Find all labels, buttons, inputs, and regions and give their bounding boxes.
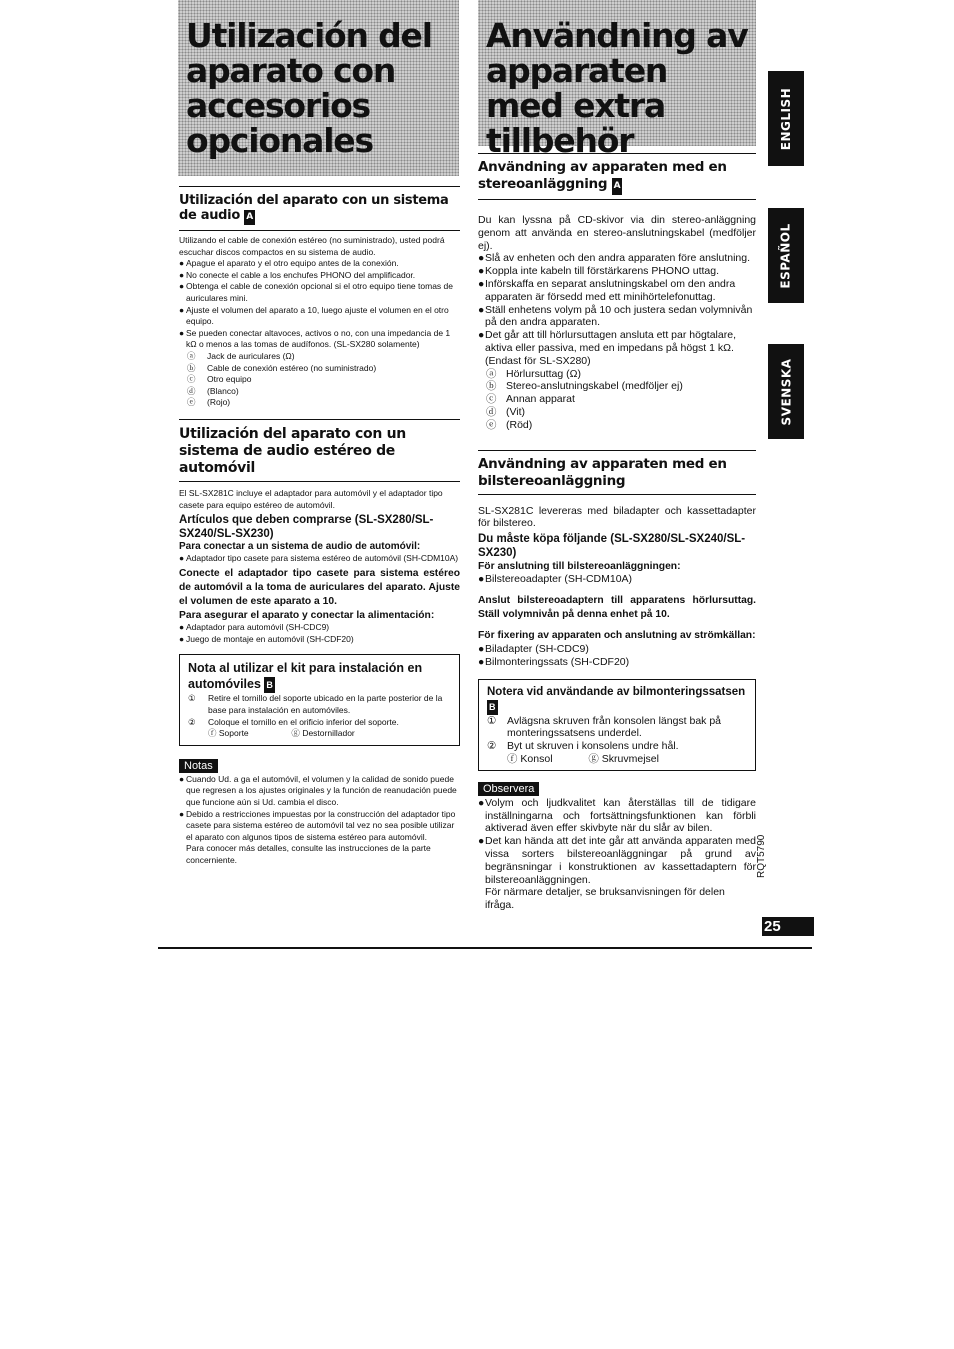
legend-row: ⓕ Soporte ⓖ Destornillador (208, 728, 355, 739)
page-title-left: Utilización del aparato con accesorios opcionales (186, 16, 432, 160)
marker-b: B (264, 677, 275, 693)
list-item: ● Obtenga el cable de conexión opcional si el otro equipo tiene tomas de auriculares mini. (179, 281, 453, 303)
legend-item: ⓓ (Vit) (486, 405, 526, 418)
step-item: ① Retire el tornillo del soporte ubicado en la parte posterior de la base para instalación en automóviles. (188, 693, 443, 716)
tab-svenska-label: SVENSKA (779, 358, 793, 425)
tab-english-label: ENGLISH (779, 87, 794, 150)
secure-heading: För fixering av apparaten och anslutning av strömkällan: (478, 629, 756, 641)
section-heading-car-audio: Utilización del aparato con un sistema de audio estéreo de automóvil (179, 419, 460, 482)
legend-item: ⓒ Otro equipo (187, 374, 252, 385)
page-title-right: Användning av apparaten med extra tillbehör (486, 16, 748, 160)
list-item: ● Biladapter (SH-CDC9) (478, 642, 589, 655)
marker-a: A (244, 210, 255, 225)
right-column (478, 153, 756, 912)
legend-item: ⓒ Annan apparat (486, 393, 575, 406)
legend-item: ⓐ Jack de auriculares (Ω) (187, 350, 295, 361)
list-item: ● Apague el aparato y el otro equipo antes de la conexión. (179, 258, 399, 269)
subheading: Artículos que deben comprarse (SL-SX280/SL-SX240/SL-SX230) (179, 514, 434, 541)
list-item: ● Det kan hända att det inte går att använda apparaten med vissa sorters bilstereoanläggningar på grund av begränsningar i konstruktionen av kassettadaptern för bilstereoanläggningen. (478, 835, 756, 886)
subheading: Du måste köpa följande (SL-SX280/SL-SX240/SL-SX230) (478, 533, 746, 560)
document-code: RQT5790 (756, 834, 767, 878)
list-item: ● Adaptador para automóvil (SH-CDC9) (179, 622, 330, 633)
legend-item: ⓓ (Blanco) (187, 385, 239, 396)
page-number: 25 (762, 917, 814, 936)
marker-a: A (612, 178, 623, 195)
list-item: ● Volym och ljudkvalitet kan återställas till de tidigare inställningarna och fortsättningsfunktionen kan förbli aktiverad även effer skivbyte när du slår av bilen. (478, 796, 756, 835)
marker-b: B (487, 700, 498, 715)
list-item: ● Se pueden conectar altavoces, activos o no, con una impedancia de 1 kΩ o menos a las tomas de audífonos. (SL-SX280 solamente) (179, 327, 451, 350)
list-item: ● Koppla inte kabeln till förstärkarens PHONO uttag. (478, 265, 720, 278)
tab-espanol[interactable] (768, 208, 804, 303)
legend-item: ⓑ Cable de conexión estéreo (no suministrado) (187, 362, 377, 373)
list-item: ● Cuando Ud. a ga el automóvil, el volumen y la calidad de sonido puede que regresen a los ajustes originales y la función de reanudación puede que funcione aún si Ud. cambia el disco. (179, 773, 457, 808)
notes-badge: Notas (179, 759, 218, 773)
intro-text: Utilizando el cable de conexión estéreo (no suministrado), usted podrá escuchar discos compactos en su sistema de audio. (179, 235, 445, 257)
list-item: ● Juego de montaje en automóvil (SH-CDF20) (179, 633, 354, 644)
header-left (178, 0, 459, 176)
intro-text: Du kan lyssna på CD-skivor via din stereo-anläggning genom att använda en stereo-anslutningskabel (medföljer ej). (478, 214, 756, 252)
instruction: Anslut bilstereoadaptern till apparatens hörlursuttag. Ställ volymnivån på denna enhet på 10. (478, 594, 756, 620)
legend-item: ⓑ Stereo-anslutningskabel (medföljer ej) (486, 380, 683, 393)
list-item: ● Bilmonteringssats (SH-CDF20) (478, 655, 630, 668)
list-item: ● Det går att till hörlursuttagen ansluta ett par högtalare, aktiva eller passiva, med en impedans på högst 1 kΩ. (Endast för SL-SX280) (478, 329, 736, 367)
note-box-heading: Notera vid användande av bilmonteringssatsen B (487, 685, 747, 715)
tab-espanol-label: ESPAÑOL (779, 222, 793, 289)
instruction: Conecte el adaptador tipo casete para sistema estéreo de automóvil a la toma de auriculares del aparato. Ajuste el volumen de este aparato a 10. (179, 568, 460, 608)
connect-heading: För anslutning till bilstereoanläggningen: (478, 561, 681, 573)
notes-footer: För närmare detaljer, se bruksanvisningen för delen ifråga. (485, 886, 725, 912)
secure-heading: Para asegurar el aparato y conectar la alimentación: (179, 610, 435, 622)
intro-text: SL-SX281C levereras med biladapter och kassettadapter för bilstereo. (478, 504, 756, 530)
legend-row: ⓕ Konsol ⓖ Skruvmejsel (507, 752, 659, 765)
intro-text: El SL-SX281C incluye el adaptador para automóvil y el adaptador tipo casete para equipo estéreo de automóvil. (179, 487, 443, 510)
bottom-divider (158, 947, 812, 949)
step-item: ② Coloque el tornillo en el orificio inferior del soporte. (188, 716, 399, 727)
list-item: ● Ställ enhetens volym på 10 och justera sedan volymnivån på den andra apparaten. (478, 303, 753, 329)
section-heading-car-stereo: Användning av apparaten med en bilstereoanläggning (478, 450, 756, 495)
legend-item: ⓐ Hörlursuttag (Ω) (486, 367, 581, 380)
legend-item: ⓔ (Rojo) (187, 397, 231, 408)
note-box-car-kit (179, 654, 460, 745)
notes-footer: Para conocer más detalles, consulte las instrucciones de la parte concerniente. (186, 843, 431, 865)
observera-badge: Observera (478, 782, 539, 796)
header-right (478, 0, 756, 160)
step-item: ② Byt ut skruven i konsolens undre hål. (487, 740, 679, 753)
list-item: ● Slå av enheten och den andra apparaten före anslutning. (478, 252, 751, 265)
left-column (179, 186, 460, 867)
note-box-heading: Nota al utilizar el kit para instalación en automóviles B (188, 661, 423, 692)
list-item: ● Adaptador tipo casete para sistema estéreo de automóvil (SH-CDM10A) (179, 552, 459, 563)
tab-english[interactable] (768, 71, 804, 166)
legend-item: ⓔ (Röd) (486, 418, 533, 431)
list-item: ● Införskaffa en separat anslutningskabel om den andra apparaten är försedd med ett minihörtelefonuttag. (478, 277, 736, 303)
list-item: ● No conecte el cable a los enchufes PHONO del amplificador. (179, 269, 416, 280)
step-item: ① Avlägsna skruven från konsolen längst bak på monteringssatsens underdel. (487, 714, 722, 740)
note-box-car-kit (478, 679, 756, 771)
section-heading-stereo: Användning av apparaten med en stereoanläggning A (478, 153, 756, 200)
tab-svenska[interactable] (768, 344, 804, 439)
section-heading-audio: Utilización del aparato con un sistema de audio A (179, 186, 460, 231)
list-item: ● Bilstereoadapter (SH-CDM10A) (478, 573, 633, 586)
list-item: ● Ajuste el volumen del aparato a 10, luego ajuste el volumen en el otro equipo. (179, 304, 449, 327)
list-item: ● Debido a restricciones impuestas por la construcción del adaptador tipo casete para sistema estéreo de automóvil tal vez no sea posible utilizar el aparato con algunos tipos de sistema estéreo para automóvil. (179, 808, 456, 842)
connect-heading: Para conectar a un sistema de audio de automóvil: (179, 541, 421, 553)
